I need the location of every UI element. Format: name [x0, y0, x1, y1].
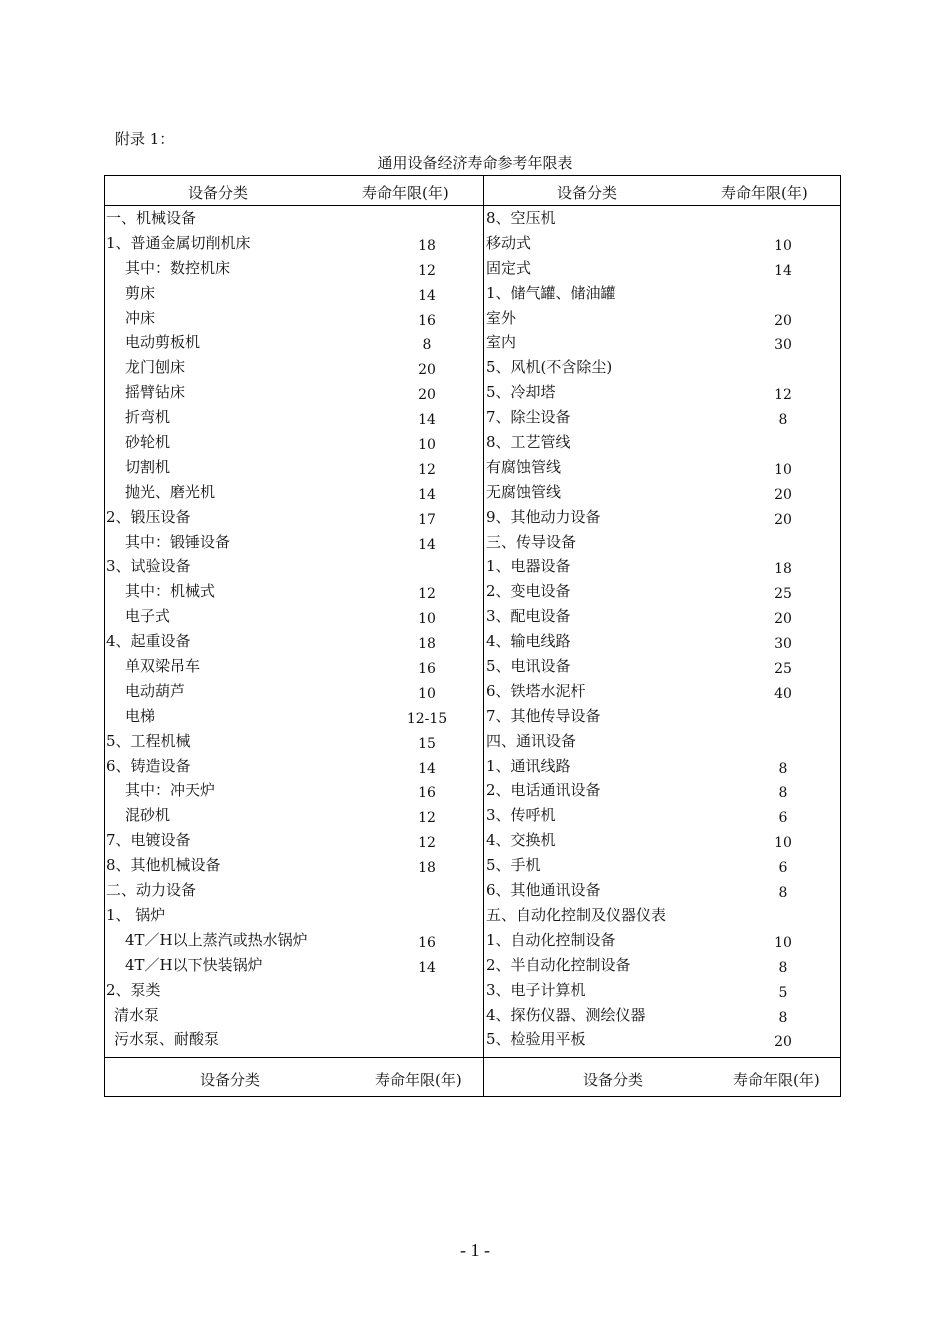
footer-right-category: 设备分类: [583, 1071, 644, 1089]
equipment-name: 2、锻压设备: [106, 507, 191, 526]
table-row: [105, 206, 483, 231]
lifespan-years: 12: [418, 810, 436, 827]
lifespan-years: 14: [418, 536, 436, 553]
table-row: [105, 903, 483, 928]
lifespan-years: 14: [418, 959, 436, 976]
equipment-name: 有腐蚀管线: [486, 457, 562, 476]
table-row: [485, 604, 840, 629]
page-title: 通用设备经济寿命参考年限表: [377, 154, 573, 172]
table-row: [485, 380, 840, 405]
equipment-name: 污水泵、耐酸泵: [114, 1030, 220, 1049]
lifespan-years: 14: [418, 412, 436, 429]
lifespan-years: 17: [418, 511, 436, 528]
equipment-name: 9、其他动力设备: [486, 507, 601, 526]
equipment-name: 5、工程机械: [106, 731, 191, 750]
footer-left-category: 设备分类: [200, 1071, 261, 1089]
equipment-name: 折弯机: [125, 408, 171, 427]
table-row: [105, 1003, 483, 1028]
equipment-name: 龙门刨床: [125, 358, 186, 377]
lifespan-years: 8: [778, 885, 788, 902]
equipment-name: 6、铁塔水泥杆: [486, 681, 586, 700]
equipment-name: 3、配电设备: [486, 607, 571, 626]
table-row: [105, 978, 483, 1003]
table-row: [485, 654, 840, 679]
header-right-category: 设备分类: [557, 184, 618, 202]
lifespan-years: 12: [418, 262, 436, 279]
lifespan-years: 12-15: [406, 710, 448, 727]
lifespan-years: 20: [774, 611, 792, 628]
equipment-name: 电动剪板机: [125, 333, 201, 352]
footer-divider: [104, 1057, 841, 1058]
table-row: [105, 405, 483, 430]
lifespan-years: 14: [774, 262, 792, 279]
lifespan-years: 16: [418, 934, 436, 951]
equipment-name: 单双梁吊车: [125, 657, 201, 676]
lifespan-years: 6: [778, 860, 788, 877]
table-row: [485, 430, 840, 455]
lifespan-years: 20: [774, 486, 792, 503]
table-row: [485, 803, 840, 828]
equipment-name: 四、通讯设备: [486, 731, 577, 750]
equipment-name: 5、检验用平板: [486, 1030, 586, 1049]
equipment-name: 三、传导设备: [486, 532, 577, 551]
table-row: [105, 355, 483, 380]
table-row: [105, 554, 483, 579]
left-column-rows: [105, 206, 483, 1052]
table-row: [485, 704, 840, 729]
table-row: [485, 554, 840, 579]
equipment-name: 5、风机(不含除尘): [486, 358, 613, 377]
equipment-name: 4、起重设备: [106, 632, 191, 651]
lifespan-years: 8: [778, 1009, 788, 1026]
table-row: [105, 480, 483, 505]
table-row: [485, 828, 840, 853]
table-row: [485, 306, 840, 331]
lifespan-years: 18: [418, 860, 436, 877]
equipment-name: 清水泵: [114, 1005, 160, 1024]
table-row: [105, 306, 483, 331]
equipment-name: 混砂机: [125, 806, 171, 825]
equipment-name: 1、 锅炉: [106, 905, 166, 924]
equipment-name: 冲床: [125, 308, 156, 327]
table-row: [105, 380, 483, 405]
lifespan-years: 20: [774, 511, 792, 528]
table-row: [105, 430, 483, 455]
page-number: - 1 -: [460, 1240, 490, 1260]
table-row: [105, 530, 483, 555]
lifespan-years: 14: [418, 760, 436, 777]
lifespan-years: 18: [774, 561, 792, 578]
lifespan-years: 10: [418, 685, 436, 702]
equipment-name: 固定式: [486, 258, 532, 277]
table-row: [485, 505, 840, 530]
equipment-name: 1、自动化控制设备: [486, 930, 616, 949]
equipment-name: 其中：锻锤设备: [125, 532, 231, 551]
table-row: [485, 330, 840, 355]
equipment-name: 5、手机: [486, 856, 541, 875]
equipment-name: 7、电镀设备: [106, 831, 191, 850]
equipment-name: 切割机: [125, 457, 171, 476]
header-left-years: 寿命年限(年): [362, 184, 449, 202]
table-row: [485, 281, 840, 306]
equipment-name: 室外: [486, 308, 517, 327]
lifespan-years: 20: [418, 362, 436, 379]
table-row: [105, 878, 483, 903]
table-row: [105, 281, 483, 306]
table-row: [485, 853, 840, 878]
equipment-name: 抛光、磨光机: [125, 482, 216, 501]
table-row: [105, 704, 483, 729]
equipment-name: 五、自动化控制及仪器仪表: [486, 905, 667, 924]
equipment-name: 1、电器设备: [486, 557, 571, 576]
table-row: [485, 878, 840, 903]
right-column-rows: [485, 206, 840, 1052]
table-row: [485, 480, 840, 505]
lifespan-years: 10: [418, 437, 436, 454]
equipment-name: 6、其他通讯设备: [486, 881, 601, 900]
table-row: [105, 928, 483, 953]
equipment-name: 6、铸造设备: [106, 756, 191, 775]
equipment-name: 其中：冲天炉: [125, 781, 216, 800]
equipment-name: 3、传呼机: [486, 806, 556, 825]
equipment-name: 8、空压机: [486, 209, 556, 227]
equipment-name: 5、电讯设备: [486, 657, 571, 676]
table-row: [105, 604, 483, 629]
lifespan-years: 40: [774, 685, 792, 702]
table-row: [105, 231, 483, 256]
lifespan-years: 14: [418, 486, 436, 503]
lifespan-years: 30: [774, 636, 792, 653]
equipment-name: 电动葫芦: [125, 681, 186, 700]
lifespan-years: 10: [418, 611, 436, 628]
equipment-name: 电子式: [125, 607, 171, 626]
lifespan-years: 10: [774, 461, 792, 478]
equipment-name: 4、探伤仪器、测绘仪器: [486, 1005, 646, 1024]
lifespan-years: 8: [778, 785, 788, 802]
table-row: [105, 579, 483, 604]
equipment-name: 室内: [486, 333, 517, 352]
table-row: [105, 853, 483, 878]
equipment-name: 1、通讯线路: [486, 756, 571, 775]
equipment-name: 1、储气罐、储油罐: [486, 283, 616, 302]
lifespan-years: 6: [778, 810, 788, 827]
lifespan-years: 12: [418, 586, 436, 603]
footer-right-years: 寿命年限(年): [733, 1071, 820, 1089]
table-row: [485, 455, 840, 480]
table-row: [105, 455, 483, 480]
lifespan-years: 8: [778, 760, 788, 777]
table-row: [485, 679, 840, 704]
table-row: [485, 579, 840, 604]
equipment-name: 7、除尘设备: [486, 408, 571, 427]
lifespan-years: 25: [774, 661, 792, 678]
table-row: [105, 256, 483, 281]
equipment-name: 2、泵类: [106, 980, 161, 999]
equipment-name: 8、工艺管线: [486, 433, 571, 452]
equipment-name: 2、半自动化控制设备: [486, 955, 631, 974]
lifespan-years: 10: [774, 835, 792, 852]
table-row: [105, 754, 483, 779]
table-row: [485, 231, 840, 256]
table-row: [485, 530, 840, 555]
lifespan-years: 25: [774, 586, 792, 603]
lifespan-years: 5: [778, 984, 788, 1001]
table-row: [485, 405, 840, 430]
lifespan-years: 30: [774, 337, 792, 354]
equipment-name: 8、其他机械设备: [106, 856, 221, 875]
equipment-name: 4T／H以上蒸汽或热水锅炉: [125, 930, 308, 949]
table-row: [105, 654, 483, 679]
lifespan-years: 18: [418, 237, 436, 254]
lifespan-years: 20: [774, 312, 792, 329]
equipment-name: 移动式: [486, 233, 532, 252]
table-row: [105, 729, 483, 754]
equipment-name: 其中：机械式: [125, 582, 216, 601]
table-row: [485, 629, 840, 654]
table-row: [105, 1027, 483, 1052]
equipment-name: 3、电子计算机: [486, 980, 586, 999]
lifespan-years: 10: [774, 237, 792, 254]
equipment-name: 其中：数控机床: [125, 258, 231, 277]
table-row: [485, 206, 840, 231]
table-row: [105, 679, 483, 704]
equipment-name: 4T／H以下快装锅炉: [125, 955, 263, 974]
lifespan-years: 16: [418, 312, 436, 329]
lifespan-years: 15: [418, 735, 436, 752]
appendix-label: 附录 1：: [115, 130, 175, 148]
lifespan-years: 14: [418, 287, 436, 304]
header-right-years: 寿命年限(年): [721, 184, 808, 202]
lifespan-years: 12: [418, 835, 436, 852]
equipment-name: 2、电话通讯设备: [486, 781, 601, 800]
table-row: [485, 1027, 840, 1052]
lifespan-years: 18: [418, 636, 436, 653]
lifespan-years: 8: [422, 337, 432, 354]
equipment-name: 7、其他传导设备: [486, 706, 601, 725]
table-row: [485, 1003, 840, 1028]
equipment-name: 4、输电线路: [486, 632, 571, 651]
lifespan-years: 16: [418, 785, 436, 802]
equipment-name: 摇臂钻床: [125, 383, 186, 402]
table-row: [105, 778, 483, 803]
table-row: [485, 256, 840, 281]
lifespan-years: 16: [418, 661, 436, 678]
equipment-name: 剪床: [125, 283, 156, 302]
table-row: [485, 355, 840, 380]
equipment-name: 4、交换机: [486, 831, 556, 850]
table-row: [105, 330, 483, 355]
table-row: [105, 505, 483, 530]
lifespan-years: 20: [774, 1034, 792, 1051]
table-row: [105, 803, 483, 828]
table-row: [485, 978, 840, 1003]
table-row: [485, 928, 840, 953]
table-row: [105, 953, 483, 978]
table-row: [485, 754, 840, 779]
lifespan-years: 8: [778, 412, 788, 429]
header-left-category: 设备分类: [188, 184, 249, 202]
equipment-name: 一、机械设备: [106, 209, 197, 227]
equipment-name: 3、试验设备: [106, 557, 191, 576]
lifespan-years: 12: [774, 387, 792, 404]
equipment-name: 二、动力设备: [106, 881, 197, 900]
column-divider: [483, 175, 484, 1097]
equipment-name: 1、普通金属切削机床: [106, 233, 251, 252]
equipment-name: 电梯: [125, 706, 156, 725]
equipment-name: 无腐蚀管线: [486, 482, 562, 501]
table-row: [485, 729, 840, 754]
lifespan-years: 8: [778, 959, 788, 976]
table-row: [105, 828, 483, 853]
footer-left-years: 寿命年限(年): [375, 1071, 462, 1089]
table-row: [485, 953, 840, 978]
equipment-name: 5、冷却塔: [486, 383, 556, 402]
lifespan-years: 20: [418, 387, 436, 404]
table-row: [485, 778, 840, 803]
equipment-name: 2、变电设备: [486, 582, 571, 601]
lifespan-years: 12: [418, 461, 436, 478]
table-row: [105, 629, 483, 654]
table-row: [485, 903, 840, 928]
lifespan-years: 10: [774, 934, 792, 951]
equipment-name: 砂轮机: [125, 433, 171, 452]
